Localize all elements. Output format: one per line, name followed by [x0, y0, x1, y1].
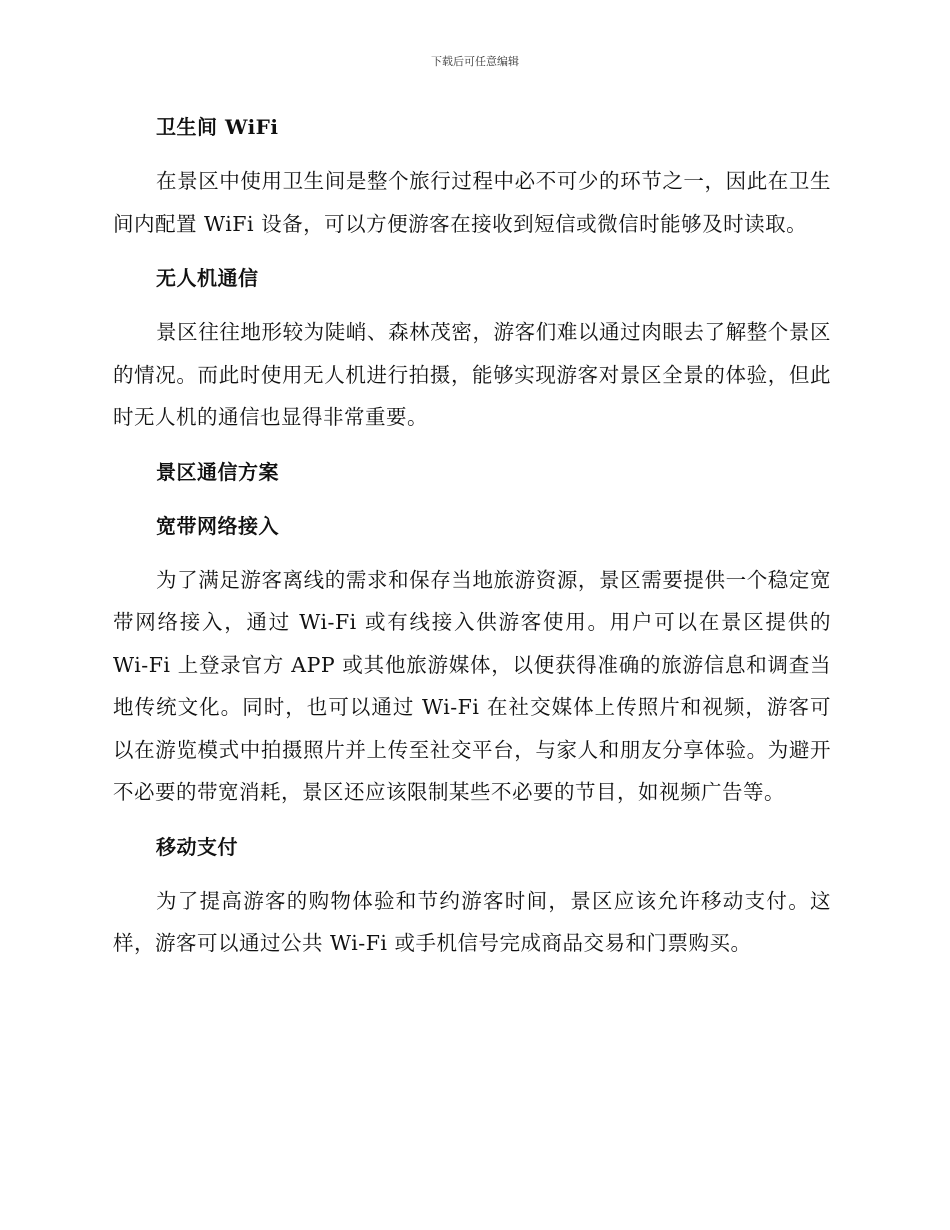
section-heading-toilet-wifi: 卫生间 WiFi [156, 115, 279, 139]
paragraph-drone-communication: 景区往往地形较为陡峭、森林茂密，游客们难以通过肉眼去了解整个景区的情况。而此时使用无人机进行拍摄，能够实现游客对景区全景的体验，但此时无人机的通信也显得非常重要。 [113, 320, 831, 429]
page-header: 下载后可任意编辑 [431, 55, 519, 68]
paragraph-toilet-wifi: 在景区中使用卫生间是整个旅行过程中必不可少的环节之一，因此在卫生间内配置 WiFi 设备，可以方便游客在接收到短信或微信时能够及时读取。 [113, 169, 831, 236]
section-heading-broadband-access: 宽带网络接入 [156, 513, 279, 538]
paragraph-mobile-payment: 为了提高游客的购物体验和节约游客时间，景区应该允许移动支付。这样，游客可以通过公共 Wi-Fi 或手机信号完成商品交易和门票购买。 [113, 888, 831, 955]
document-body [113, 106, 831, 977]
paragraph-broadband-access: 为了满足游客离线的需求和保存当地旅游资源，景区需要提供一个稳定宽带网络接入，通过 Wi-Fi 或有线接入供游客使用。用户可以在景区提供的 Wi-Fi 上登录官方 APP 或其他旅游媒体，以便获得准确的旅游信息和调查当地传统文化。同时，也可以通过 Wi-Fi 在社交媒体上传照片和视频，游客可以在游览模式中拍摄照片并上传至社交平台，与家人和朋友分享体验。为避开不必要的带宽消耗，景区还应该限制某些不必要的节目，如视频广告等。 [113, 567, 831, 804]
section-heading-communication-plan: 景区通信方案 [156, 459, 279, 484]
section-heading-drone-communication: 无人机通信 [156, 266, 259, 290]
section-heading-mobile-payment: 移动支付 [156, 834, 238, 859]
